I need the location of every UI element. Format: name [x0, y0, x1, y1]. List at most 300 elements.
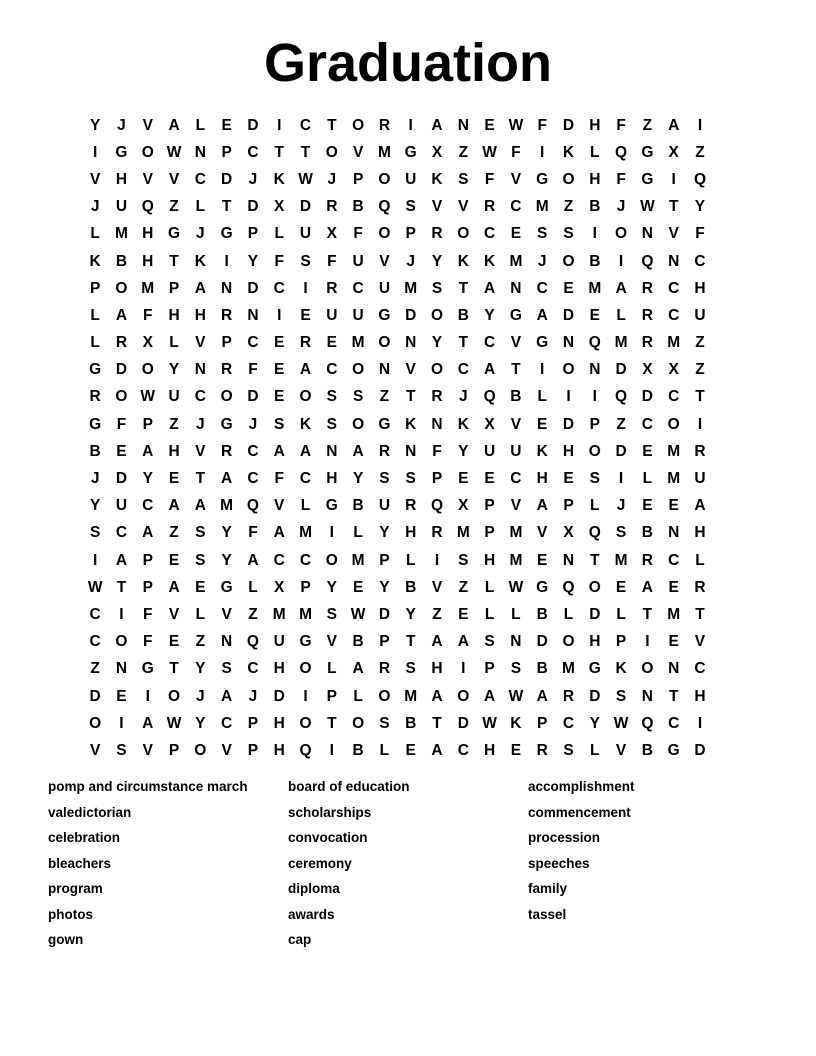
- grid-letter: Y: [694, 198, 706, 216]
- grid-letter: D: [562, 116, 575, 134]
- grid-letter: Y: [89, 497, 101, 515]
- grid-letter: L: [169, 334, 179, 352]
- grid-letter: T: [169, 660, 179, 678]
- grid-letter: B: [352, 497, 364, 515]
- grid-letter: L: [90, 306, 100, 324]
- grid-letter: F: [432, 442, 442, 460]
- grid-letter: P: [379, 551, 390, 569]
- grid-letter: S: [221, 660, 232, 678]
- grid-letter: N: [641, 687, 653, 705]
- grid-letter: V: [510, 497, 522, 515]
- grid-letter: H: [194, 306, 206, 324]
- grid-letter: J: [117, 116, 126, 134]
- grid-letter: N: [589, 361, 601, 379]
- grid-letter: E: [642, 497, 653, 515]
- grid-letter: G: [115, 143, 128, 161]
- grid-letter: W: [298, 170, 313, 188]
- grid-letter: M: [614, 334, 628, 352]
- grid-letter: H: [589, 116, 601, 134]
- grid-letter: N: [562, 551, 575, 569]
- grid-letter: I: [618, 470, 624, 488]
- grid-letter: C: [299, 551, 312, 569]
- grid-letter: G: [641, 143, 654, 161]
- grid-letter: G: [667, 741, 680, 759]
- grid-letter: R: [641, 279, 653, 297]
- grid-letter: Y: [326, 578, 337, 596]
- grid-letter: C: [457, 361, 469, 379]
- grid-letter: U: [405, 170, 417, 188]
- grid-letter: W: [482, 143, 497, 161]
- grid-letter: K: [457, 252, 469, 270]
- grid-letter: Y: [221, 524, 232, 542]
- grid-letter: K: [484, 252, 496, 270]
- grid-letter: I: [329, 524, 334, 542]
- grid-letter: I: [540, 361, 545, 379]
- grid-letter: A: [352, 442, 364, 460]
- grid-letter: P: [142, 578, 153, 596]
- grid-letter: B: [405, 578, 417, 596]
- word-list-item: pomp and circumstance march: [48, 779, 248, 794]
- word-list-item: diploma: [288, 881, 340, 896]
- grid-letter: X: [668, 143, 679, 161]
- grid-letter: C: [247, 143, 259, 161]
- grid-letter: J: [248, 170, 258, 188]
- grid-letter: V: [195, 442, 206, 460]
- grid-letter: N: [405, 442, 417, 460]
- grid-letter: F: [353, 225, 363, 243]
- grid-letter: G: [536, 578, 549, 596]
- grid-letter: T: [642, 605, 653, 623]
- grid-letter: J: [90, 198, 100, 216]
- grid-letter: T: [668, 198, 679, 216]
- grid-letter: D: [115, 470, 128, 488]
- grid-letter: N: [668, 524, 680, 542]
- grid-letter: H: [694, 279, 706, 297]
- grid-letter: V: [537, 524, 548, 542]
- grid-letter: W: [640, 198, 655, 216]
- grid-letter: A: [168, 578, 180, 596]
- grid-letter: A: [194, 497, 206, 515]
- grid-letter: C: [247, 470, 259, 488]
- grid-letter: E: [352, 578, 364, 596]
- grid-letter: T: [169, 252, 179, 270]
- grid-letter: D: [457, 714, 469, 732]
- grid-letter: S: [615, 524, 627, 542]
- grid-letter: L: [353, 687, 363, 705]
- grid-letter: I: [92, 551, 98, 569]
- grid-letter: U: [694, 470, 706, 488]
- grid-letter: A: [615, 279, 627, 297]
- grid-letter: P: [431, 470, 443, 488]
- grid-letter: O: [667, 415, 680, 433]
- grid-letter: A: [431, 116, 443, 134]
- grid-letter: M: [141, 279, 155, 297]
- grid-letter: I: [303, 687, 308, 705]
- grid-letter: J: [196, 687, 205, 705]
- grid-letter: P: [589, 415, 600, 433]
- grid-letter: V: [168, 605, 180, 623]
- grid-letter: V: [352, 143, 364, 161]
- grid-letter: F: [274, 470, 284, 488]
- grid-letter: E: [668, 633, 679, 651]
- grid-letter: U: [115, 497, 128, 515]
- grid-letter: O: [141, 143, 154, 161]
- grid-letter: E: [668, 578, 679, 596]
- grid-letter: O: [457, 687, 470, 705]
- grid-letter: Y: [431, 252, 443, 270]
- grid-letter: E: [510, 225, 522, 243]
- grid-letter: W: [508, 116, 524, 134]
- grid-letter: O: [299, 388, 312, 406]
- grid-letter: V: [221, 741, 232, 759]
- grid-letter: V: [431, 198, 443, 216]
- grid-letter: N: [194, 143, 206, 161]
- grid-letter: E: [642, 442, 653, 460]
- grid-letter: D: [615, 361, 627, 379]
- grid-letter: H: [168, 442, 180, 460]
- grid-letter: M: [456, 524, 470, 542]
- grid-letter: N: [115, 660, 128, 678]
- grid-letter: I: [566, 388, 571, 406]
- grid-letter: P: [300, 578, 311, 596]
- grid-letter: V: [458, 198, 469, 216]
- grid-row: [82, 601, 713, 628]
- grid-letter: G: [141, 660, 154, 678]
- grid-letter: T: [695, 605, 705, 623]
- grid-letter: V: [379, 252, 390, 270]
- grid-letter: C: [510, 198, 522, 216]
- grid-letter: Y: [589, 714, 600, 732]
- grid-letter: K: [562, 143, 575, 161]
- word-list-item: commencement: [528, 804, 631, 820]
- grid-letter: D: [247, 279, 259, 297]
- grid-letter: R: [326, 279, 338, 297]
- grid-letter: J: [90, 470, 100, 488]
- grid-row: [82, 357, 713, 384]
- grid-letter: F: [616, 116, 626, 134]
- grid-letter: L: [642, 470, 653, 488]
- grid-letter: P: [221, 143, 232, 161]
- grid-letter: T: [116, 578, 127, 596]
- grid-letter: Q: [588, 524, 601, 542]
- grid-letter: O: [588, 442, 601, 460]
- word-list-item: tassel: [528, 906, 567, 922]
- grid-letter: S: [563, 741, 574, 759]
- grid-letter: L: [195, 198, 206, 216]
- grid-letter: O: [299, 714, 312, 732]
- grid-letter: I: [540, 143, 545, 161]
- grid-row: [82, 194, 713, 221]
- grid-letter: P: [537, 714, 548, 732]
- word-list-item: procession: [528, 830, 601, 845]
- grid-letter: Y: [431, 334, 443, 352]
- grid-letter: L: [511, 605, 521, 623]
- grid-letter: F: [143, 633, 153, 651]
- grid-letter: B: [510, 388, 522, 406]
- grid-letter: C: [641, 415, 653, 433]
- grid-letter: D: [378, 605, 391, 623]
- grid-letter: H: [142, 225, 154, 243]
- grid-letter: G: [509, 306, 522, 324]
- grid-letter: S: [116, 741, 127, 759]
- grid-letter: Z: [458, 143, 469, 161]
- grid-letter: V: [221, 605, 232, 623]
- grid-letter: U: [484, 442, 496, 460]
- grid-letter: D: [589, 687, 601, 705]
- grid-letter: C: [194, 170, 206, 188]
- grid-letter: D: [115, 361, 128, 379]
- grid-row: [82, 683, 713, 710]
- grid-letter: F: [143, 605, 153, 623]
- grid-letter: O: [457, 225, 470, 243]
- grid-letter: C: [247, 334, 259, 352]
- grid-letter: M: [562, 660, 575, 678]
- grid-letter: I: [408, 116, 413, 134]
- grid-letter: R: [378, 660, 391, 678]
- grid-row: [82, 384, 713, 411]
- grid-letter: L: [195, 116, 206, 134]
- grid-letter: Y: [168, 361, 180, 379]
- grid-letter: O: [378, 687, 391, 705]
- grid-letter: P: [326, 687, 337, 705]
- grid-letter: C: [299, 116, 312, 134]
- grid-letter: D: [562, 306, 575, 324]
- grid-letter: A: [694, 497, 706, 515]
- word-list-item: program: [48, 881, 103, 896]
- grid-letter: K: [89, 252, 101, 270]
- grid-letter: J: [616, 497, 626, 515]
- grid-letter: I: [303, 279, 308, 297]
- grid-letter: I: [671, 170, 676, 188]
- grid-letter: X: [458, 497, 469, 515]
- grid-letter: X: [484, 415, 495, 433]
- grid-letter: W: [482, 714, 497, 732]
- grid-letter: T: [458, 334, 469, 352]
- grid-letter: R: [221, 361, 233, 379]
- grid-letter: Q: [641, 252, 654, 270]
- grid-letter: F: [327, 252, 337, 270]
- grid-letter: L: [484, 578, 495, 596]
- grid-letter: S: [326, 415, 337, 433]
- grid-letter: V: [274, 497, 285, 515]
- grid-letter: Q: [588, 334, 601, 352]
- grid-letter: R: [641, 306, 653, 324]
- grid-letter: H: [142, 252, 154, 270]
- grid-letter: J: [406, 252, 416, 270]
- grid-letter: T: [327, 714, 337, 732]
- grid-letter: Y: [221, 551, 232, 569]
- grid-letter: H: [168, 306, 180, 324]
- grid-letter: C: [668, 714, 680, 732]
- grid-letter: E: [458, 470, 469, 488]
- grid-letter: G: [220, 225, 233, 243]
- grid-letter: P: [142, 551, 153, 569]
- grid-letter: C: [89, 605, 101, 623]
- grid-letter: O: [562, 252, 575, 270]
- grid-letter: I: [224, 252, 229, 270]
- grid-letter: Z: [169, 198, 179, 216]
- grid-letter: S: [615, 687, 627, 705]
- grid-letter: C: [484, 225, 496, 243]
- grid-letter: G: [588, 660, 601, 678]
- grid-letter: E: [168, 470, 180, 488]
- grid-letter: S: [195, 551, 206, 569]
- grid-letter: A: [142, 714, 154, 732]
- grid-letter: T: [458, 279, 469, 297]
- grid-letter: K: [273, 170, 285, 188]
- grid-letter: W: [508, 687, 524, 705]
- grid-letter: C: [89, 633, 101, 651]
- grid-letter: I: [592, 225, 597, 243]
- grid-letter: D: [221, 170, 233, 188]
- grid-row: [82, 139, 713, 166]
- grid-letter: M: [535, 198, 549, 216]
- grid-letter: V: [510, 334, 522, 352]
- grid-letter: P: [484, 524, 495, 542]
- grid-letter: Y: [484, 306, 495, 324]
- grid-letter: N: [221, 633, 233, 651]
- grid-letter: N: [221, 279, 233, 297]
- grid-letter: D: [247, 388, 259, 406]
- grid-letter: A: [142, 442, 154, 460]
- grid-letter: G: [641, 170, 654, 188]
- grid-letter: I: [697, 415, 703, 433]
- grid-letter: Z: [432, 605, 442, 623]
- grid-letter: W: [508, 578, 524, 596]
- grid-letter: C: [484, 334, 496, 352]
- grid-letter: M: [588, 279, 602, 297]
- grid-row: [82, 520, 713, 547]
- grid-letter: O: [352, 116, 365, 134]
- grid-letter: M: [667, 334, 681, 352]
- grid-letter: M: [509, 551, 523, 569]
- grid-letter: T: [695, 388, 705, 406]
- grid-letter: Q: [615, 143, 628, 161]
- grid-letter: F: [116, 415, 127, 433]
- grid-letter: C: [326, 361, 338, 379]
- grid-letter: P: [247, 225, 259, 243]
- grid-row: [82, 656, 713, 683]
- grid-letter: V: [89, 741, 101, 759]
- grid-letter: I: [277, 116, 282, 134]
- grid-letter: U: [694, 306, 706, 324]
- grid-letter: W: [166, 714, 182, 732]
- grid-letter: C: [352, 279, 364, 297]
- grid-letter: R: [89, 388, 101, 406]
- grid-letter: A: [457, 633, 469, 651]
- grid-letter: C: [668, 306, 680, 324]
- grid-row: [82, 574, 713, 601]
- grid-letter: M: [404, 687, 418, 705]
- grid-letter: V: [510, 170, 522, 188]
- grid-letter: O: [352, 714, 365, 732]
- word-list-item: cap: [288, 932, 312, 947]
- grid-letter: S: [300, 252, 311, 270]
- word-list-item: convocation: [288, 830, 368, 845]
- grid-letter: D: [562, 415, 575, 433]
- grid-letter: V: [142, 170, 153, 188]
- grid-letter: B: [536, 605, 548, 623]
- grid-letter: A: [431, 633, 443, 651]
- grid-letter: J: [196, 225, 205, 243]
- grid-letter: R: [694, 442, 706, 460]
- grid-letter: I: [119, 605, 124, 623]
- grid-letter: P: [247, 741, 259, 759]
- grid-letter: L: [90, 225, 100, 243]
- grid-letter: E: [484, 116, 495, 134]
- grid-letter: Y: [247, 252, 259, 270]
- grid-letter: O: [89, 714, 102, 732]
- grid-letter: I: [92, 143, 98, 161]
- grid-letter: X: [274, 198, 285, 216]
- grid-letter: E: [300, 306, 311, 324]
- grid-letter: A: [299, 361, 312, 379]
- grid-letter: N: [668, 660, 680, 678]
- grid-letter: N: [457, 116, 469, 134]
- grid-letter: N: [326, 442, 338, 460]
- grid-letter: R: [378, 442, 391, 460]
- grid-letter: S: [326, 388, 337, 406]
- grid-letter: O: [562, 361, 575, 379]
- grid-letter: R: [484, 198, 496, 216]
- grid-letter: J: [248, 687, 258, 705]
- grid-letter: H: [431, 660, 443, 678]
- grid-letter: F: [695, 225, 705, 243]
- grid-letter: S: [458, 551, 469, 569]
- grid-letter: E: [589, 306, 600, 324]
- grid-row: [82, 302, 713, 329]
- grid-letter: R: [115, 334, 128, 352]
- grid-row: [82, 547, 713, 574]
- grid-letter: Q: [378, 198, 391, 216]
- grid-letter: R: [641, 551, 653, 569]
- grid-letter: G: [220, 578, 233, 596]
- grid-letter: F: [248, 361, 258, 379]
- grid-letter: S: [379, 470, 390, 488]
- grid-letter: Q: [483, 388, 496, 406]
- grid-letter: E: [326, 334, 337, 352]
- grid-letter: L: [195, 605, 206, 623]
- grid-letter: A: [168, 116, 180, 134]
- grid-letter: I: [277, 306, 282, 324]
- grid-letter: L: [563, 605, 574, 623]
- grid-letter: A: [115, 306, 128, 324]
- grid-letter: M: [667, 442, 681, 460]
- grid-letter: L: [274, 225, 284, 243]
- grid-letter: B: [641, 524, 653, 542]
- grid-letter: E: [274, 361, 285, 379]
- grid-letter: H: [326, 470, 338, 488]
- grid-letter: C: [221, 714, 233, 732]
- grid-letter: O: [115, 633, 128, 651]
- grid-letter: T: [432, 714, 442, 732]
- grid-letter: E: [484, 470, 495, 488]
- grid-letter: M: [509, 252, 523, 270]
- grid-letter: L: [616, 605, 626, 623]
- grid-letter: F: [616, 170, 626, 188]
- grid-letter: S: [379, 714, 390, 732]
- grid-letter: N: [247, 306, 259, 324]
- grid-letter: G: [378, 415, 391, 433]
- grid-letter: N: [668, 252, 680, 270]
- grid-letter: O: [430, 361, 444, 379]
- grid-letter: L: [248, 578, 258, 596]
- grid-letter: L: [379, 741, 390, 759]
- grid-letter: O: [194, 741, 207, 759]
- grid-letter: V: [326, 633, 337, 651]
- grid-letter: V: [168, 170, 180, 188]
- grid-letter: L: [590, 143, 600, 161]
